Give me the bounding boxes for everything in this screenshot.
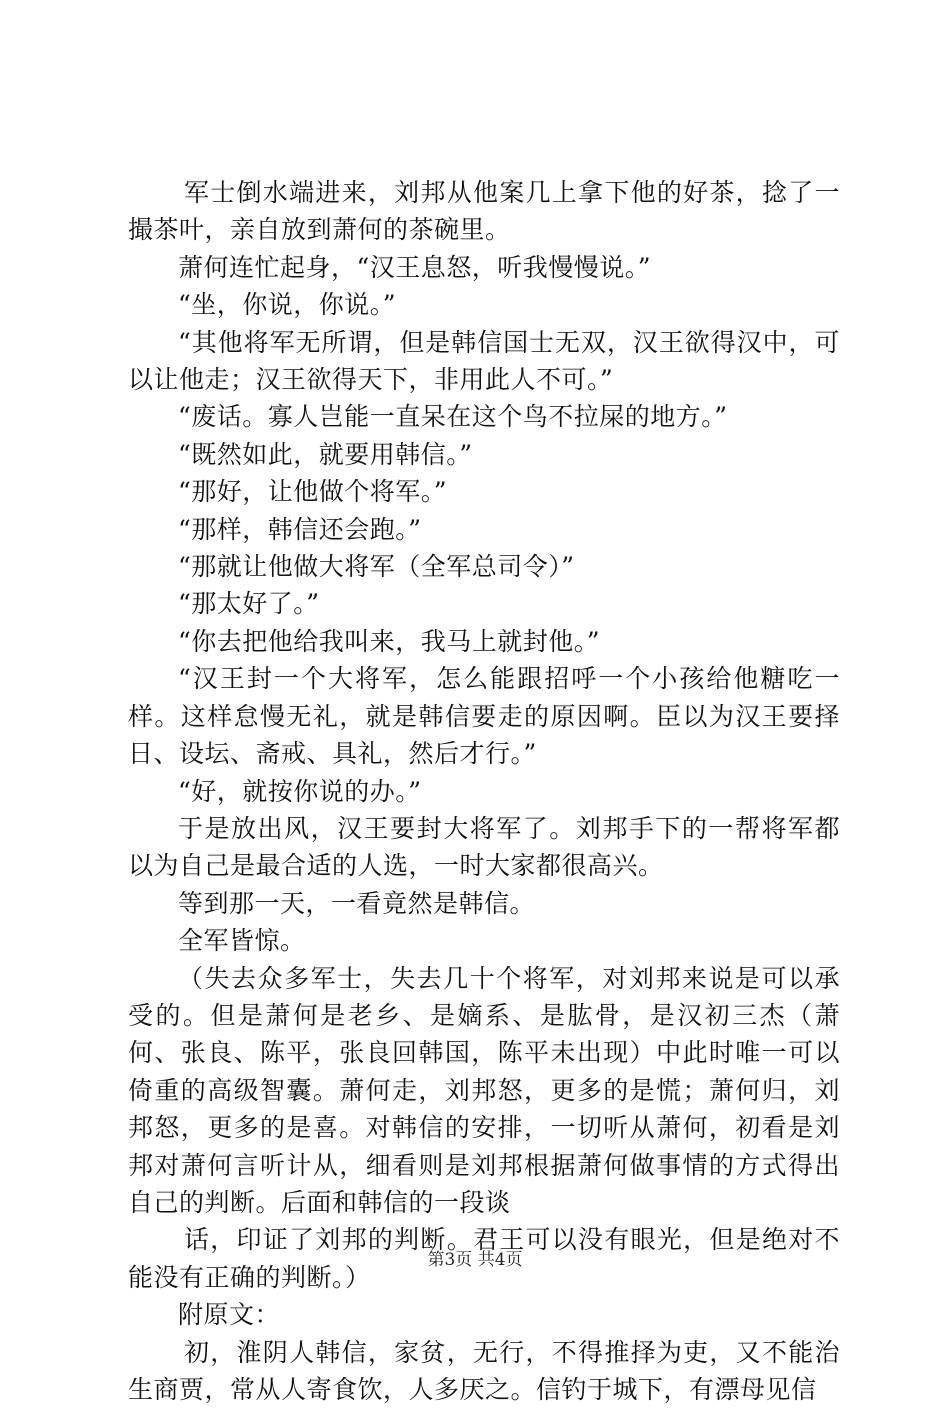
paragraph: 初，淮阴人韩信，家贫，无行，不得推择为吏，又不能治生商贾，常从人寄食饮，人多厌之。信钓于城下，有漂母见信: [128, 1337, 840, 1404]
paragraph: “你去把他给我叫来，我马上就封他。”: [178, 626, 601, 656]
paragraph: （失去众多军士，失去几十个将军，对刘邦来说是可以承受的。但是萧何是老乡、是嫡系、是肱骨，是汉初三杰（萧何、张良、陈平，张良回韩国，陈平未出现）中此时唯一可以倚重的高级智囊。萧何走，刘邦怒，更多的是慌；萧何归，刘邦怒，更多的是喜。对韩信的安排，一切听从萧何，初看是刘邦对萧何言听计从，细看则是刘邦根据萧何做事情的方式得出自己的判断。后面和韩信的一段谈: [128, 963, 840, 1217]
paragraph: 全军皆惊。: [178, 926, 306, 956]
paragraph: “废话。寡人岂能一直呆在这个鸟不拉屎的地方。”: [178, 402, 728, 432]
paragraph: 话，印证了刘邦的判断。君王可以没有眼光，但是绝对不能没有正确的判断。）: [128, 1225, 840, 1292]
page-number-footer: 第3页 共4页: [427, 1250, 523, 1270]
paragraph: “那样，韩信还会跑。”: [178, 514, 422, 544]
paragraph: 附原文：: [178, 1300, 281, 1330]
paragraph: “既然如此，就要用韩信。”: [178, 439, 473, 469]
paragraph: 于是放出风，汉王要封大将军了。刘邦手下的一帮将军都以为自己是最合适的人选，一时大家都很高兴。: [128, 813, 840, 881]
paragraph: “那太好了。”: [178, 589, 320, 619]
paragraph: 萧何连忙起身，“汉王息怒，听我慢慢说。”: [178, 252, 652, 282]
paragraph: “坐，你说，你说。”: [178, 290, 397, 320]
paragraph: 军士倒水端进来，刘邦从他案几上拿下他的好茶，捻了一撮茶叶，亲自放到萧何的茶碗里。: [128, 178, 840, 245]
paragraph: “那好，让他做个将军。”: [178, 477, 448, 507]
paragraph: “那就让他做大将军（全军总司令）”: [178, 552, 575, 582]
paragraph: 等到那一天，一看竟然是韩信。: [178, 888, 536, 918]
paragraph: “其他将军无所谓，但是韩信国士无双，汉王欲得汉中，可以让他走；汉王欲得天下，非用此人不可。”: [128, 327, 840, 395]
paragraph: “好，就按你说的办。”: [178, 776, 422, 806]
paragraph: “汉王封一个大将军，怎么能跟招呼一个小孩给他糖吃一样。这样怠慢无礼，就是韩信要走的原因啊。臣以为汉王要择日、设坛、斋戒、具礼，然后才行。”: [128, 664, 840, 769]
document-body: [128, 174, 840, 1408]
